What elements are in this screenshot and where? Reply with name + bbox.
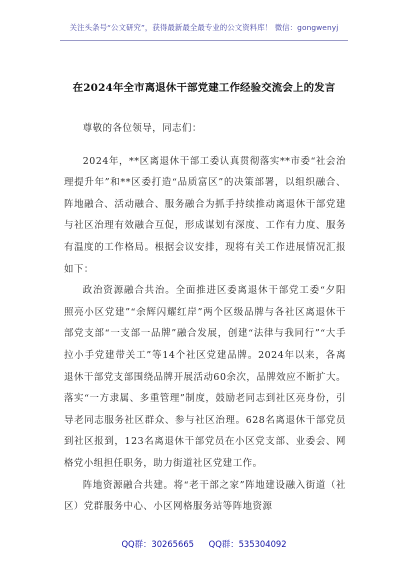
paragraph-political-resources: 政治资源融合共治。全面推进区委离退休干部党工委“夕阳照亮小区党建”“余辉闪耀红岸”两个区级品牌与各社区离退休干部党支部“一支部一品牌”融合发展，创建“法律与我同行”“大手拉小手党建带关工”等14个社区党建品牌。2024年以来，各离退休干部党支部围绕品牌开展活动60余次，品牌效应不断扩大。落实“一方隶属、多重管理”制度，鼓励老同志到社区亮身份，引导老同志服务社区群众、参与社区治理。628名离退休干部党员到社区报到，123名离退休干部党员在小区党支部、业委会、网格党小组担任职务，助力街道社区党建工作。 xyxy=(64,285,346,469)
footer-qq-groups xyxy=(0,538,408,550)
qq-group-1: QQ群：30265665 xyxy=(121,539,194,549)
paragraph-intro: 2024年，**区离退休干部工委认真贯彻落实**市委“社会治理提升年”和**区委打造“品质富区”的决策部署，以组织融合、阵地融合、活动融合、服务融合为抓手持续推动离退休干部党建与社区治理有效融合互促，形成谋划有深度、工作有力度、服务有温度的工作格局。根据会议安排，现将有关工作进展情况汇报如下： xyxy=(64,155,346,275)
header-divider xyxy=(60,40,348,41)
header-banner: 关注头条号“公文研究”，获得最新最全最专业的公文资料库！ 微信：gongwenyj xyxy=(69,23,339,32)
document-body xyxy=(64,118,346,518)
qq-group-2: QQ群：535304092 xyxy=(208,539,287,549)
paragraph-venue-resources: 阵地资源融合共建。将“老干部之家”阵地建设融入街道（社区）党群服务中心、小区网格服务站等阵地资源 xyxy=(64,479,346,513)
document-title: 在2024年全市离退休干部党建工作经验交流会上的发言 xyxy=(72,82,336,94)
salutation: 尊敬的各位领导，同志们： xyxy=(82,123,202,134)
